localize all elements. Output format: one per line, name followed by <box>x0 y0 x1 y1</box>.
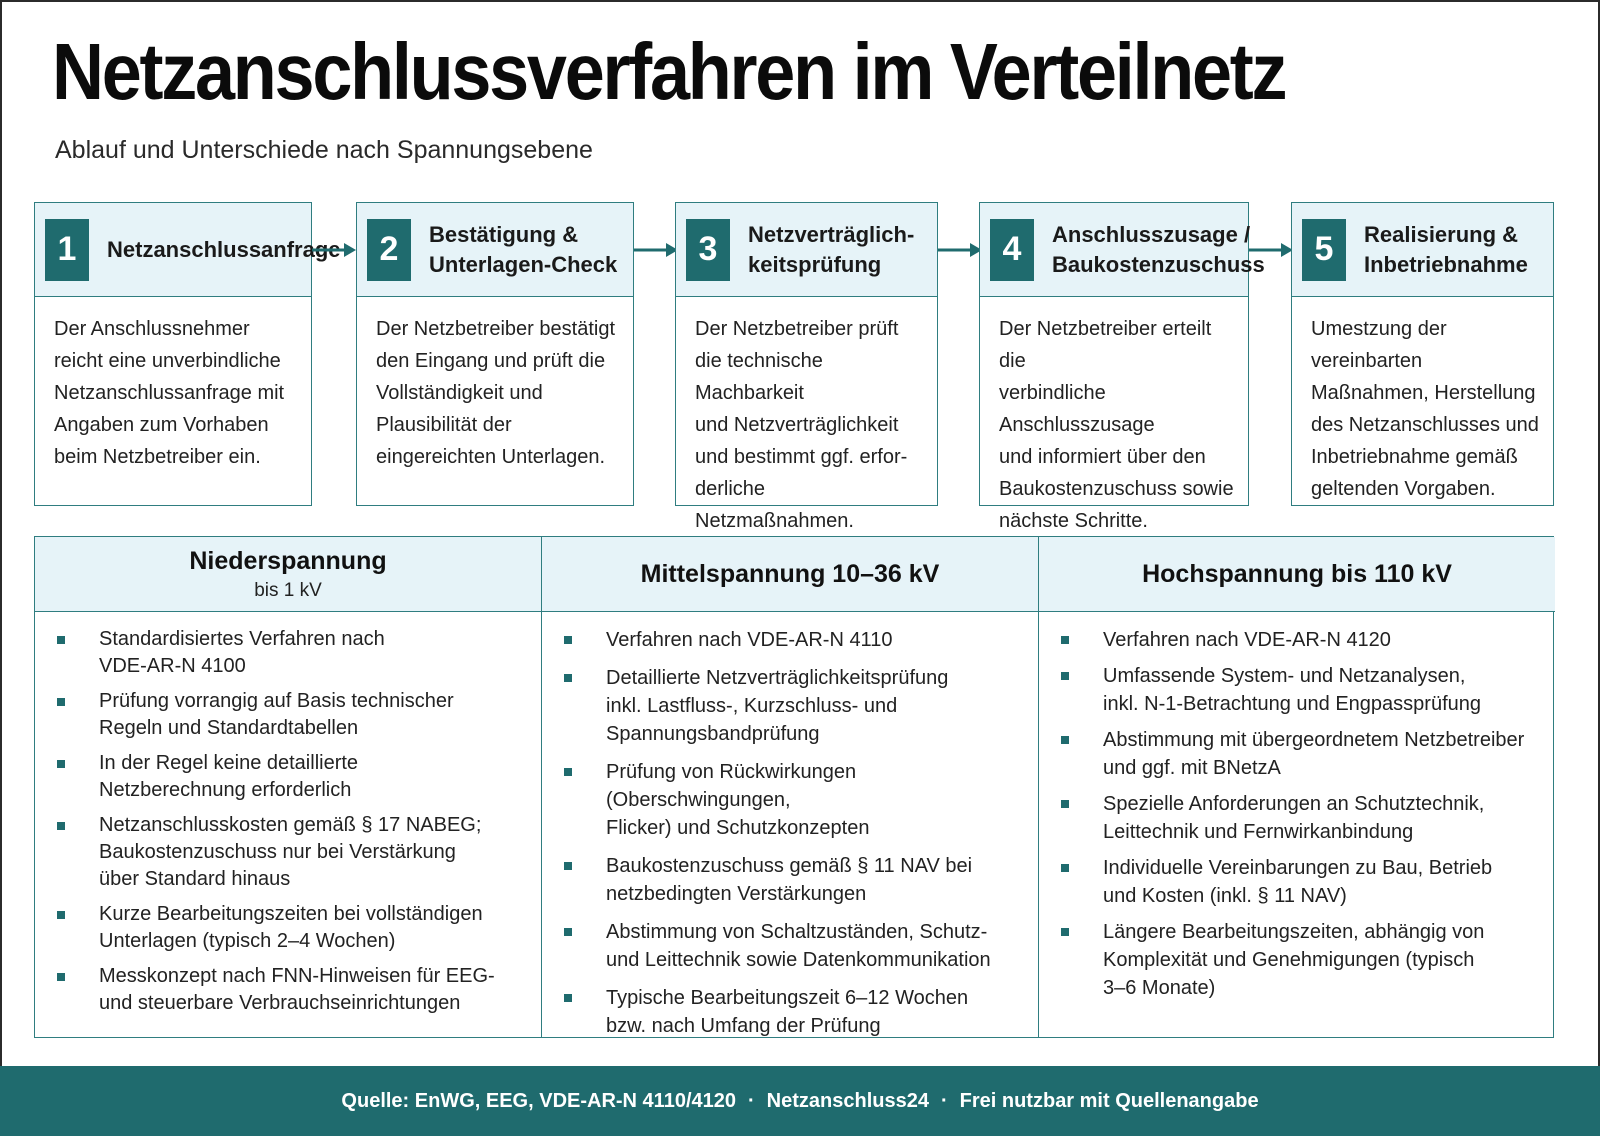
step-number-badge: 2 <box>367 219 411 281</box>
bullet-square-icon <box>564 862 572 870</box>
bullet-list <box>35 612 541 1017</box>
step-description: Der Netzbetreiber erteilt die verbindliche Anschlusszusage und informiert über den Baukostenzuschuss sowie nächste Schritte. <box>999 318 1234 532</box>
column-mittelspannung <box>541 537 1038 1037</box>
process-step-3 <box>675 202 938 532</box>
bullet-list <box>542 612 1038 1040</box>
list-item: Netzanschlusskosten gemäß § 17 NABEG; Baukostenzuschuss nur bei Verstärkung über Standard hinaus <box>55 812 521 893</box>
list-item: Standardisiertes Verfahren nach VDE-AR-N 4100 <box>55 626 521 680</box>
bullet-square-icon <box>57 760 65 768</box>
step-number-badge: 3 <box>686 219 730 281</box>
bullet-square-icon <box>1061 800 1069 808</box>
footer-site: Netzanschluss24 <box>766 1089 929 1112</box>
footer-bar <box>0 1066 1600 1136</box>
list-item: Spezielle Anforderungen an Schutztechnik, Leittechnik und Fernwirkanbindung <box>1059 790 1535 846</box>
step-description: Der Anschlussnehmer reicht eine unverbindliche Netzanschlussanfrage mit Angaben zum Vorhaben beim Netzbetreiber ein. <box>54 318 285 468</box>
step-title: Bestätigung & Unterlagen-Check <box>429 221 618 277</box>
list-item: Typische Bearbeitungszeit 6–12 Wochen bzw. nach Umfang der Prüfung <box>562 984 1018 1040</box>
list-item: Verfahren nach VDE-AR-N 4110 <box>562 626 1018 654</box>
step-header <box>35 203 341 297</box>
process-step-4 <box>979 202 1265 532</box>
list-item: Prüfung von Rückwirkungen (Oberschwingungen, Flicker) und Schutzkonzepten <box>562 758 1018 842</box>
page-subtitle: Ablauf und Unterschiede nach Spannungsebene <box>55 136 593 164</box>
bullet-square-icon <box>1061 636 1069 644</box>
bullet-square-icon <box>57 822 65 830</box>
list-item: Kurze Bearbeitungszeiten bei vollständigen Unterlagen (typisch 2–4 Wochen) <box>55 901 521 955</box>
bullet-square-icon <box>564 674 572 682</box>
bullet-square-icon <box>1061 864 1069 872</box>
step-header <box>980 203 1265 297</box>
arrow-right-icon <box>1249 241 1293 259</box>
list-item: Abstimmung mit übergeordnetem Netzbetreiber und ggf. mit BNetzA <box>1059 726 1535 782</box>
voltage-level-table <box>34 536 1554 1038</box>
column-niederspannung <box>35 537 541 1037</box>
step-header <box>357 203 633 297</box>
list-item: In der Regel keine detaillierte Netzberechnung erforderlich <box>55 750 521 804</box>
step-description: Umestzung der vereinbarten Maßnahmen, Herstellung des Netzanschlusses und Inbetriebnahme gemäß geltenden Vorgaben. <box>1311 318 1539 500</box>
bullet-square-icon <box>564 636 572 644</box>
footer-source: Quelle: EnWG, EEG, VDE-AR-N 4110/4120 <box>341 1089 736 1112</box>
footer-separator: · <box>748 1089 755 1112</box>
list-item: Baukostenzuschuss gemäß § 11 NAV bei netzbedingten Verstärkungen <box>562 852 1018 908</box>
list-item: Messkonzept nach FNN-Hinweisen für EEG- und steuerbare Verbrauchseinrichtungen <box>55 963 521 1017</box>
bullet-square-icon <box>57 636 65 644</box>
arrow-right-icon <box>938 241 982 259</box>
bullet-square-icon <box>1061 672 1069 680</box>
list-item: Detaillierte Netzverträglichkeitsprüfung inkl. Lastfluss-, Kurzschluss- und Spannungsbandprüfung <box>562 664 1018 748</box>
column-header <box>35 537 541 612</box>
list-item: Umfassende System- und Netzanalysen, inkl. N-1-Betrachtung und Engpassprüfung <box>1059 662 1535 718</box>
page-title: Netzanschlussverfahren im Verteilnetz <box>52 27 1286 116</box>
step-header <box>1292 203 1553 297</box>
bullet-square-icon <box>57 973 65 981</box>
step-number-badge: 5 <box>1302 219 1346 281</box>
column-title: Mittelspannung 10–36 kV <box>640 559 940 588</box>
list-item: Verfahren nach VDE-AR-N 4120 <box>1059 626 1535 654</box>
bullet-square-icon <box>1061 736 1069 744</box>
bullet-square-icon <box>564 768 572 776</box>
column-header <box>1039 537 1555 612</box>
step-description: Der Netzbetreiber prüft die technische Machbarkeit und Netzverträglichkeit und bestimmt ggf. erfor- derliche Netzmaßnahmen. <box>695 318 908 532</box>
list-item: Abstimmung von Schaltzuständen, Schutz- und Leittechnik sowie Datenkommunikation <box>562 918 1018 974</box>
process-step-2 <box>356 202 634 506</box>
step-title: Realisierung & Inbetriebnahme <box>1364 221 1528 277</box>
process-step-1 <box>34 202 341 506</box>
step-title: Netzanschlussanfrage <box>107 236 341 262</box>
column-header <box>542 537 1038 612</box>
list-item: Individuelle Vereinbarungen zu Bau, Betrieb und Kosten (inkl. § 11 NAV) <box>1059 854 1535 910</box>
footer-license: Frei nutzbar mit Quellenangabe <box>959 1089 1259 1112</box>
bullet-square-icon <box>57 698 65 706</box>
process-step-5 <box>1291 202 1554 506</box>
column-subtitle: bis 1 kV <box>254 579 322 601</box>
bullet-square-icon <box>1061 928 1069 936</box>
bullet-square-icon <box>57 911 65 919</box>
step-title: Netzverträglich- keitsprüfung <box>748 221 915 277</box>
step-header <box>676 203 937 297</box>
column-hochspannung <box>1038 537 1555 1037</box>
column-title: Niederspannung <box>189 546 387 575</box>
bullet-square-icon <box>564 928 572 936</box>
footer-separator: · <box>940 1089 948 1112</box>
bullet-list <box>1039 612 1555 1002</box>
arrow-right-icon <box>634 241 678 259</box>
list-item: Prüfung vorrangig auf Basis technischer Regeln und Standardtabellen <box>55 688 521 742</box>
bullet-square-icon <box>564 994 572 1002</box>
step-description: Der Netzbetreiber bestätigt den Eingang und prüft die Vollständigkeit und Plausibilität der eingereichten Unterlagen. <box>376 318 616 468</box>
step-number-badge: 1 <box>45 219 89 281</box>
arrow-right-icon <box>312 241 356 259</box>
step-title: Anschlusszusage / Baukostenzuschuss <box>1052 221 1265 277</box>
step-number-badge: 4 <box>990 219 1034 281</box>
column-title: Hochspannung bis 110 kV <box>1142 559 1452 588</box>
list-item: Längere Bearbeitungszeiten, abhängig von Komplexität und Genehmigungen (typisch 3–6 Monate) <box>1059 918 1535 1002</box>
